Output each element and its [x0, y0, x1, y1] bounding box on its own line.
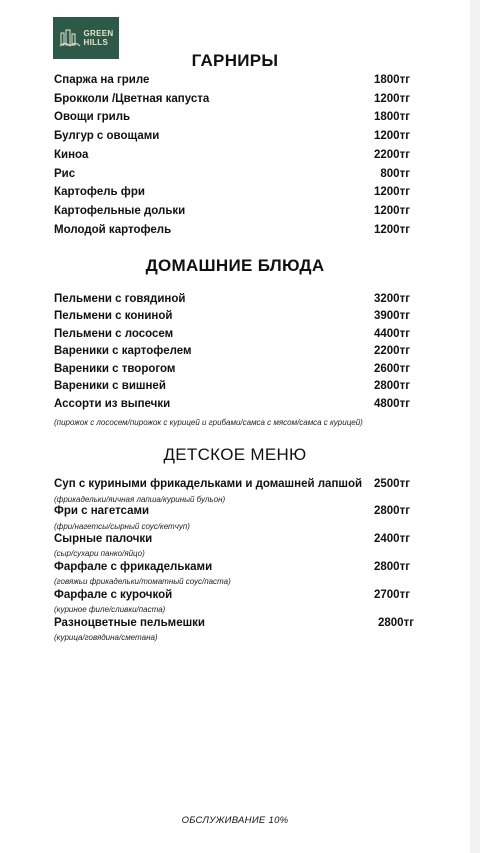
section-title-garnish: ГАРНИРЫ — [191, 51, 279, 70]
menu-item: Фарфале с курочкой 2700тг — [54, 589, 410, 601]
item-description: (сыр/сухари панко/яйцо) — [54, 549, 145, 558]
page-edge — [470, 0, 480, 853]
section-title-kids: ДЕТСКОЕ МЕНЮ — [163, 445, 307, 464]
item-description: (куриное филе/сливки/паста) — [54, 605, 166, 614]
menu-item: Брокколи /Цветная капуста 1200тг — [54, 93, 410, 105]
menu-item: Пельмени с кониной 3900тг — [54, 310, 410, 322]
item-description: (курица/говядина/сметана) — [54, 633, 158, 642]
service-charge-note: ОБСЛУЖИВАНИЕ 10% — [181, 815, 289, 826]
menu-item: Разноцветные пельмешки 2800тг — [54, 617, 414, 629]
menu-item: Вареники с творогом 2600тг — [54, 363, 410, 375]
menu-item: Спаржа на гриле 1800тг — [54, 74, 410, 86]
item-description: (пирожок с лососем/пирожок с курицей и грибами/самса с мясом/самса с курицей) — [54, 418, 363, 427]
hills-emblem-icon — [59, 27, 81, 49]
menu-item: Фри с нагетсами 2800тг — [54, 505, 410, 517]
menu-item: Сырные палочки 2400тг — [54, 533, 410, 545]
menu-item: Булгур с овощами 1200тг — [54, 130, 410, 142]
logo-text: GREEN HILLS — [83, 29, 114, 47]
item-description: (говяжьи фрикадельки/томатный соус/паста) — [54, 577, 231, 586]
menu-item: Вареники с вишней 2800тг — [54, 380, 410, 392]
menu-item: Суп с куриными фрикадельками и домашней лапшой 2500тг — [54, 478, 410, 490]
menu-item: Картофельные дольки 1200тг — [54, 205, 410, 217]
menu-item: Фарфале с фрикадельками 2800тг — [54, 561, 410, 573]
item-description: (фрикадельки/яичная лапша/куриный бульон) — [54, 495, 226, 504]
menu-item: Картофель фри 1200тг — [54, 186, 410, 198]
item-description: (фри/нагетсы/сырный соус/кетчуп) — [54, 522, 190, 531]
menu-item: Молодой картофель 1200тг — [54, 224, 410, 236]
menu-item: Пельмени с говядиной 3200тг — [54, 293, 410, 305]
menu-item: Ассорти из выпечки 4800тг — [54, 398, 410, 410]
section-title-home: ДОМАШНИЕ БЛЮДА — [145, 256, 325, 275]
menu-item: Пельмени с лососем 4400тг — [54, 328, 410, 340]
menu-item: Рис 800тг — [54, 168, 410, 180]
menu-item: Овощи гриль 1800тг — [54, 111, 410, 123]
menu-item: Вареники с картофелем 2200тг — [54, 345, 410, 357]
menu-item: Киноа 2200тг — [54, 149, 410, 161]
